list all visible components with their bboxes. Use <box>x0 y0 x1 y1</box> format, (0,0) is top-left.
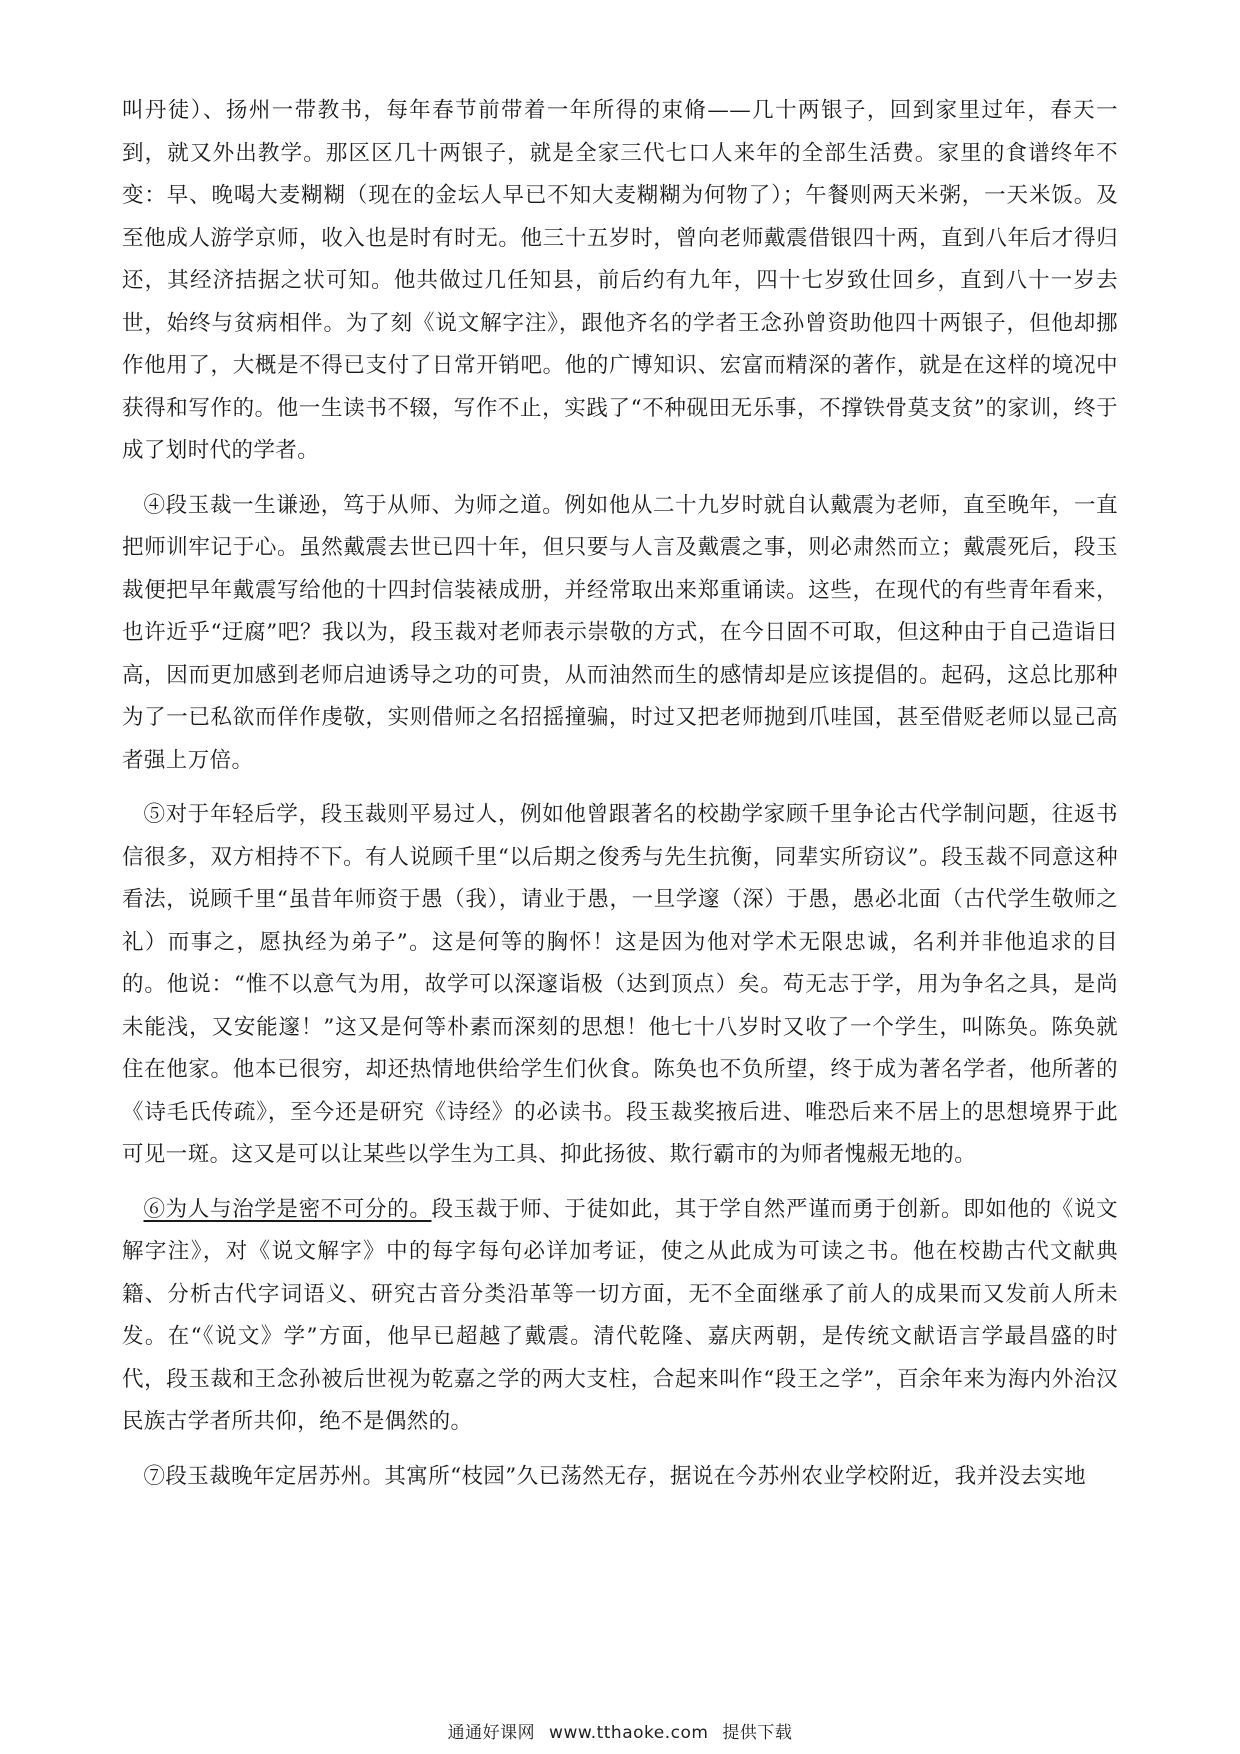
underlined-sentence: ⑥为人与治学是密不可分的。 <box>143 1196 432 1222</box>
paragraph-text: ⑤对于年轻后学，段玉裁则平易过人，例如他曾跟著名的校勘学家顾千里争论古代学制问题，往返书信很多，双方相持不下。有人说顾千里“以后期之俊秀与先生抗衡，同辈实所窃议”。段玉裁不同意这种看法，说顾千里“虽昔年师资于愚（我），请业于愚，一旦学邃（深）于愚，愚必北面（古代学生敬师之礼）而事之，愿执经为弟子”。这是何等的胸怀！这是因为他对学术无限忠诚，名利并非他追求的目的。他说：“惟不以意气为用，故学可以深邃诣极（达到顶点）矣。苟无志于学，用为争名之具，是尚未能浅，又安能邃！”这又是何等朴素而深刻的思想！他七十八岁时又收了一个学生，叫陈奂。陈奂就住在他家。他本已很穷，却还热情地供给学生们伙食。陈奂也不负所望，终于成为著名学者，他所著的《诗毛氏传疏》，至今还是研究《诗经》的必读书。段玉裁奖掖后进、唯恐后来不居上的思想境界于此可见一斑。这又是可以让某些以学生为工具、抑此扬彼、欺行霸市的为师者愧赧无地的。 <box>122 802 1118 1167</box>
paragraph-text: ④段玉裁一生谦逊，笃于从师、为师之道。例如他从二十九岁时就自认戴震为老师，直至晚年，一直把师训牢记于心。虽然戴震去世已四十年，但只要与人言及戴震之事，则必肃然而立；戴震死后，段玉裁便把早年戴震写给他的十四封信装裱成册，并经常取出来郑重诵读。这些，在现代的有些青年看来，也许近乎“迂腐”吧？我以为，段玉裁对老师表示崇敬的方式，在今日固不可取，但这种由于自己造诣日高，因而更加感到老师启迪诱导之功的可贵，从而油然而生的感情却是应该提倡的。起码，这总比那种为了一已私欲而佯作虔敬，实则借师之名招摇撞骗，时过又把老师抛到爪哇国，甚至借贬老师以显己高者强上万倍。 <box>122 492 1118 773</box>
page-footer <box>0 1718 1240 1743</box>
paragraph-4 <box>122 485 1118 783</box>
paragraph-6 <box>122 1189 1118 1444</box>
footer-site-name: 通通好课网 <box>447 1723 536 1743</box>
paragraph-text: ⑦段玉裁晚年定居苏州。其寓所“枝园”久已荡然无存，据说在今苏州农业学校附近，我并没去实地 <box>143 1463 1087 1489</box>
paragraph-text: 段玉裁于师、于徒如此，其于学自然严谨而勇于创新。即如他的《说文解字注》，对《说文解字》中的每字每句必详加考证，使之从此成为可读之书。他在校勘古代文献典籍、分析古代字词语义、研究古音分类沿革等一切方面，无不全面继承了前人的成果而又发前人所未发。在“《说文》学”方面，他早已超越了戴震。清代乾隆、嘉庆两朝，是传统文献语言学最昌盛的时代，段玉裁和王念孙被后世视为乾嘉之学的两大支柱，合起来叫作“段王之学”，百余年来为海内外治汉民族古学者所共仰，绝不是偶然的。 <box>122 1196 1119 1434</box>
paragraph-text: 叫丹徒）、扬州一带教书，每年春节前带着一年所得的束脩——几十两银子，回到家里过年，春天一到，就又外出教学。那区区几十两银子，就是全家三代七口人来年的全部生活费。家里的食谱终年不变：早、晚喝大麦糊糊（现在的金坛人早已不知大麦糊糊为何物了）；午餐则两天米粥，一天米饭。及至他成人游学京师，收入也是时有时无。他三十五岁时，曾向老师戴震借银四十两，直到八年后才得归还，其经济拮据之状可知。他共做过几任知县，前后约有九年，四十七岁致仕回乡，直到八十一岁去世，始终与贫病相伴。为了刻《说文解字注》，跟他齐名的学者王念孙曾资助他四十两银子，但他却挪作他用了，大概是不得已支付了日常开销吧。他的广博知识、宏富而精深的著作，就是在这样的境况中获得和写作的。他一生读书不辍，写作不止，实践了“不种砚田无乐事，不撑铁骨莫支贫”的家训，终于成了划时代的学者。 <box>122 98 1118 463</box>
footer-suffix: 提供下载 <box>722 1723 793 1743</box>
article-body <box>122 90 1118 1510</box>
footer-url: www.tthaoke.com <box>549 1723 709 1743</box>
paragraph-7 <box>122 1456 1118 1499</box>
paragraph-5 <box>122 794 1118 1177</box>
paragraph-3-continued <box>122 90 1118 473</box>
